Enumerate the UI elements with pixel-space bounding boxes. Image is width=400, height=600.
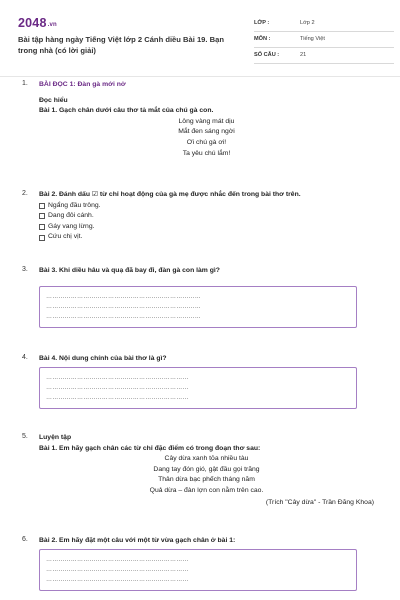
meta-value: Lớp 2 (300, 20, 315, 26)
question-3 (22, 266, 372, 338)
question-prompt: Bài 1. Gạch chân dưới câu thơ tả mắt của chú gà con. (39, 107, 214, 115)
question-number: 6. (22, 536, 28, 543)
checkbox-option[interactable] (39, 232, 374, 243)
answer-line[interactable]: …………………………………………………………… (46, 567, 189, 573)
question-prompt: Bài 2. Đánh dấu ☑ từ chỉ hoạt động của gà mẹ được nhắc đến trong bài thơ trên. (39, 191, 301, 198)
answer-box[interactable] (39, 286, 357, 328)
meta-row-count (254, 48, 394, 64)
question-prompt: Bài 4. Nội dung chính của bài thơ là gì? (39, 355, 167, 362)
meta-panel (254, 16, 394, 64)
question-prompt: Bài 3. Khi diều hâu và quạ đã bay đi, đàn gà con làm gì? (39, 267, 220, 274)
poem-line[interactable]: Ơi chú gà ơi! (186, 138, 227, 146)
section-heading: Luyện tập (39, 434, 72, 441)
poem-line[interactable]: Thân dừa bạc phếch tháng năm (158, 476, 255, 484)
reading-heading: BÀI ĐỌC 1: Đàn gà mới nở (39, 81, 126, 88)
document-title: Bài tập hàng ngày Tiếng Việt lớp 2 Cánh diều Bài 19. Bạn trong nhà (có lời giải) (18, 35, 224, 55)
checkbox-option[interactable] (39, 222, 374, 233)
option-label: Gáy vang lừng. (48, 222, 95, 230)
checkbox-option[interactable] (39, 201, 374, 212)
meta-value: Tiếng Việt (300, 36, 325, 42)
question-prompt: Bài 1. Em hãy gạch chân các từ chỉ đặc điểm có trong đoạn thơ sau: (39, 444, 261, 452)
site-logo[interactable] (18, 16, 57, 30)
meta-label: LỚP : (254, 20, 270, 26)
question-number: 2. (22, 190, 28, 197)
answer-line[interactable]: …………………………………………………………… (46, 557, 189, 563)
answer-line[interactable]: …………………………………………………………… (46, 385, 189, 391)
checkbox[interactable] (39, 235, 45, 241)
logo-text: 2048 (18, 16, 47, 30)
option-label: Ngẩng đầu trông. (48, 201, 101, 209)
checkbox-option[interactable] (39, 211, 374, 222)
answer-box[interactable] (39, 549, 357, 591)
poem-line[interactable]: Cây dừa xanh tỏa nhiều tàu (164, 455, 249, 463)
poem-line[interactable]: Lông vàng mát dịu (178, 117, 235, 125)
option-label: Dang đôi cánh. (48, 212, 94, 220)
section-subheading: Đọc hiểu (39, 96, 68, 104)
question-number: 4. (22, 354, 28, 361)
answer-line[interactable]: ………………………………………………………………… (46, 304, 201, 310)
meta-label: SỐ CÂU : (254, 52, 280, 58)
meta-row-subject (254, 32, 394, 48)
meta-row-class (254, 16, 394, 32)
answer-box[interactable] (39, 367, 357, 409)
poem-citation: (Trích "Cây dừa" - Trần Đăng Khoa) (265, 498, 374, 506)
checkbox[interactable] (39, 203, 45, 209)
answer-line[interactable]: …………………………………………………………… (46, 375, 189, 381)
question-number: 3. (22, 266, 28, 273)
checkbox[interactable] (39, 213, 45, 219)
logo-suffix: .vn (47, 22, 57, 28)
header-divider (0, 76, 400, 77)
poem-line[interactable]: Ta yêu chú lắm! (182, 149, 231, 157)
poem-line[interactable]: Mắt đen sáng ngời (178, 128, 235, 136)
poem-line[interactable]: Quả dừa – đàn lợn con nằm trên cao. (149, 486, 264, 494)
question-4 (22, 354, 372, 416)
answer-line[interactable]: …………………………………………………………… (46, 577, 189, 583)
worksheet-header (18, 14, 384, 66)
answer-line[interactable]: ………………………………………………………………… (46, 294, 201, 300)
checkbox[interactable] (39, 224, 45, 230)
question-number: 5. (22, 433, 28, 440)
answer-line[interactable]: ………………………………………………………………… (46, 314, 201, 320)
question-number: 1. (22, 80, 28, 87)
answer-line[interactable]: …………………………………………………………… (46, 395, 189, 401)
question-6 (22, 536, 372, 596)
option-label: Cứu chị vịt. (48, 233, 83, 241)
poem-line[interactable]: Dang tay đón gió, gật đầu gọi trăng (153, 465, 260, 473)
question-prompt: Bài 2. Em hãy đặt một câu với một từ vừa gạch chân ở bài 1: (39, 537, 236, 544)
meta-label: MÔN : (254, 36, 271, 42)
meta-value: 21 (300, 52, 307, 58)
